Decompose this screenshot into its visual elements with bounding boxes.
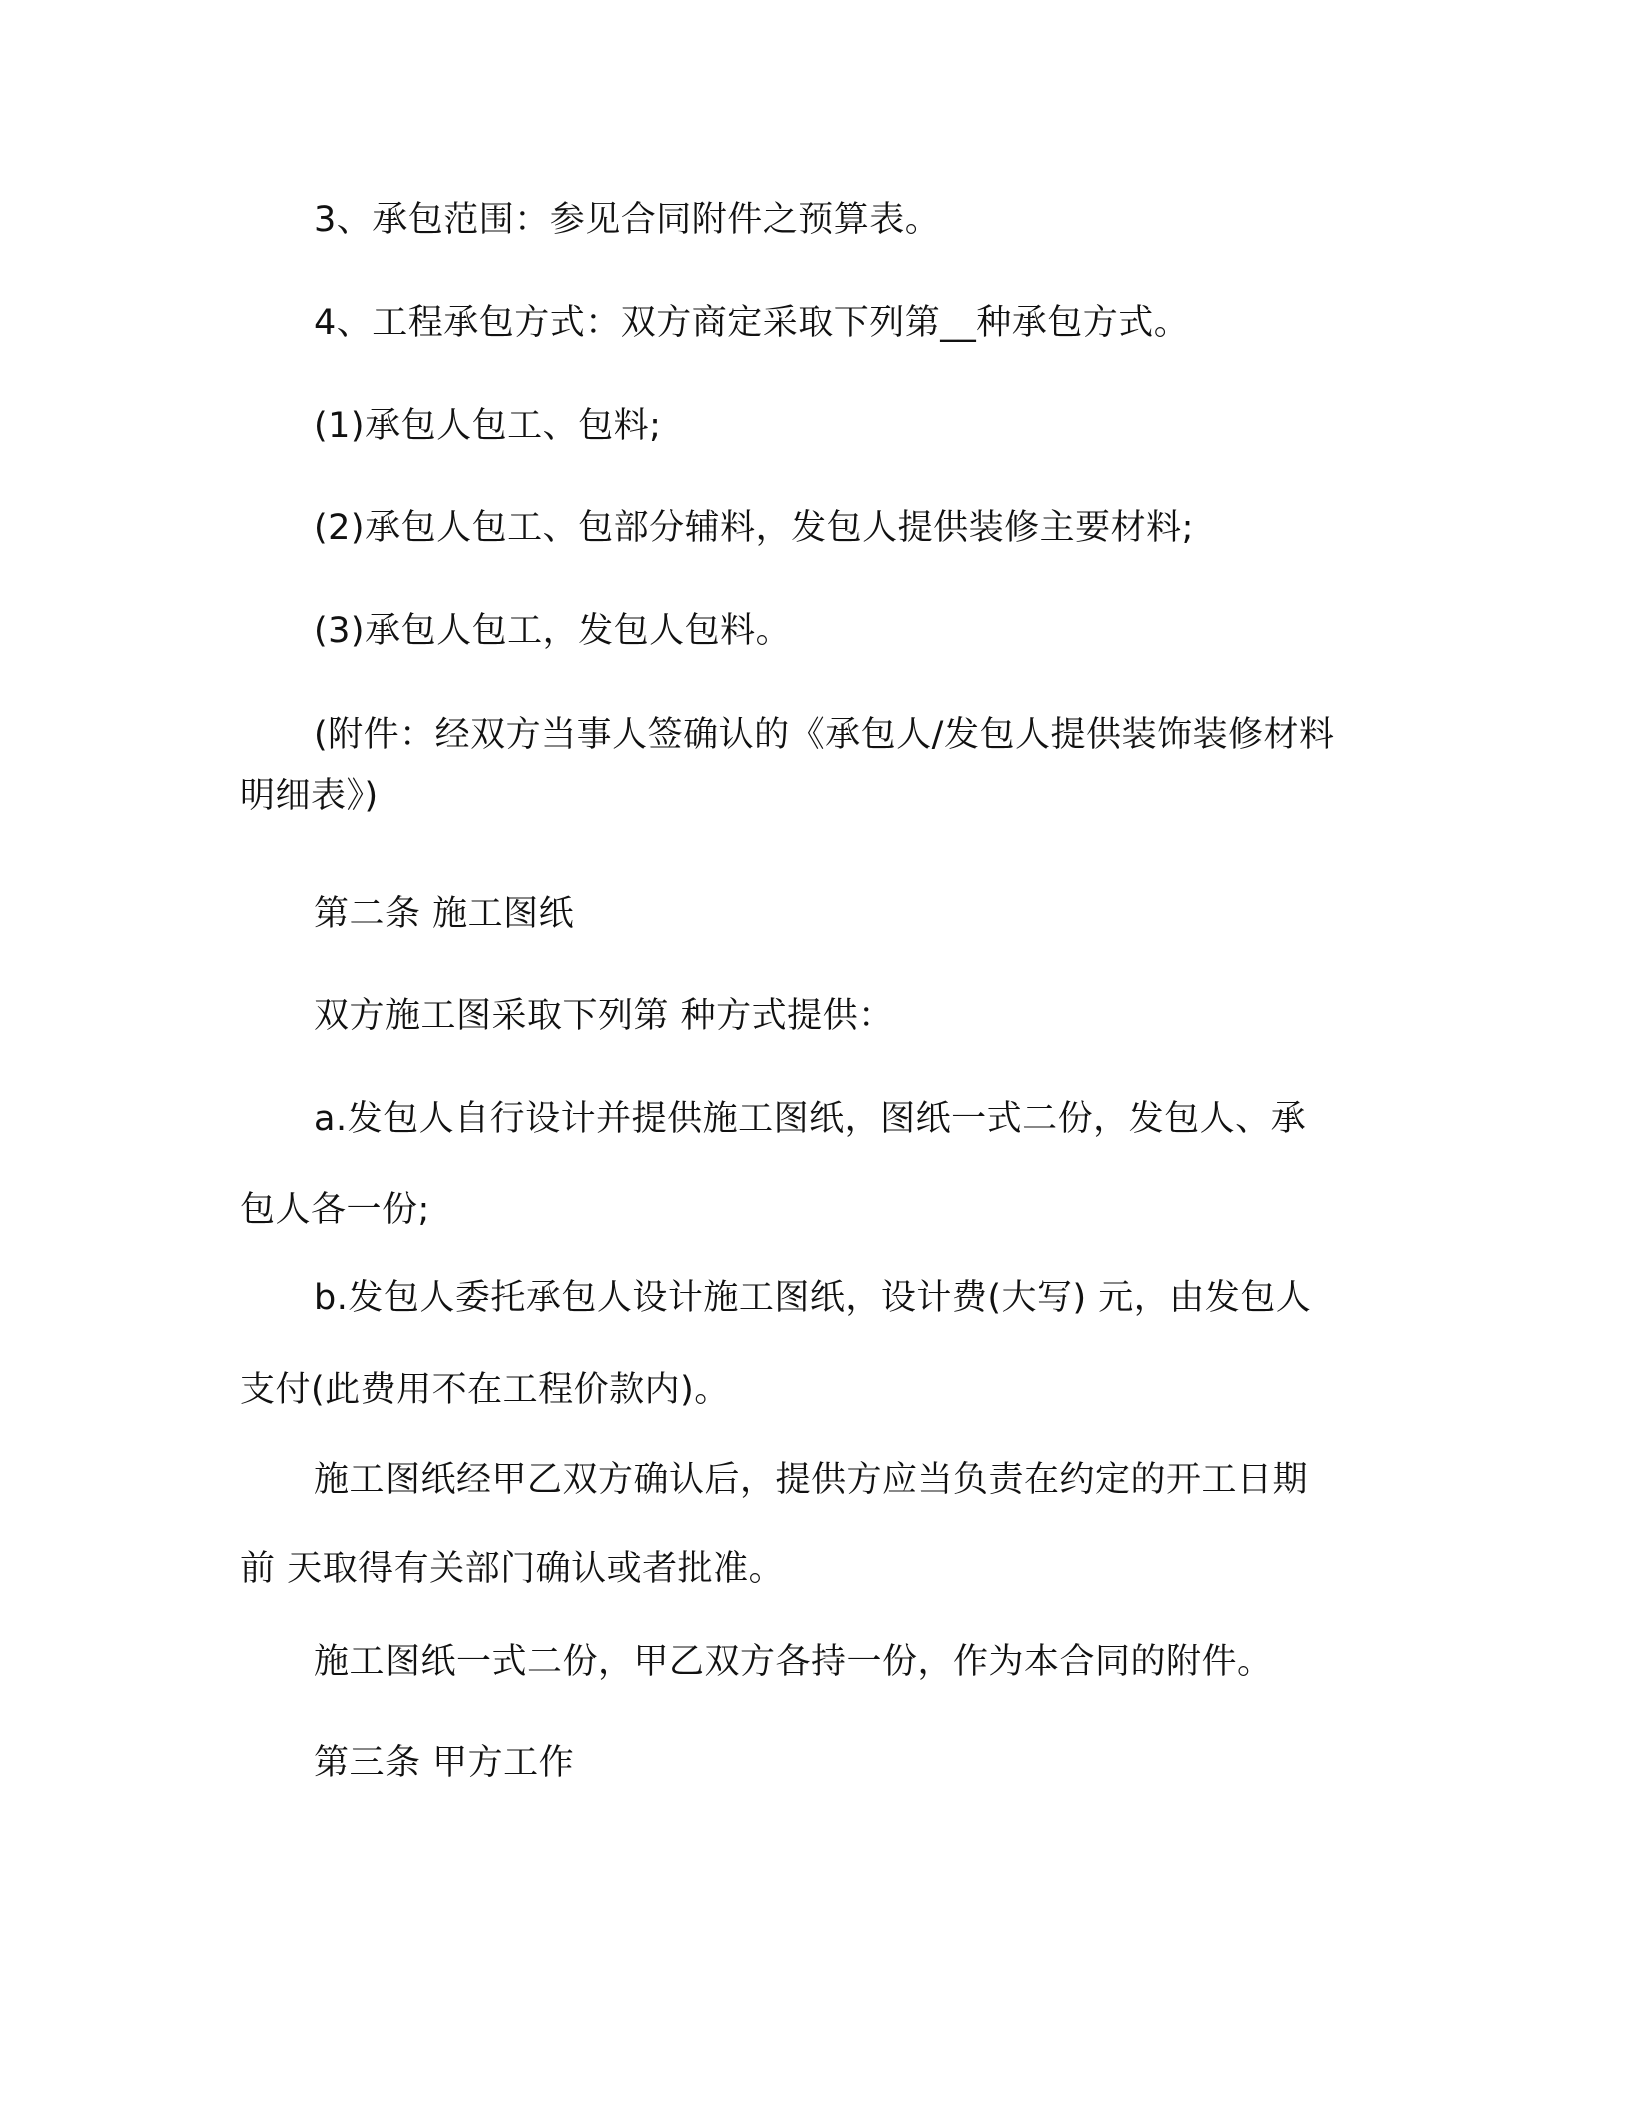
section-heading-party-a-work — [240, 1733, 1392, 1793]
paragraph-scope — [240, 190, 1392, 250]
paragraph-option-b — [240, 1268, 1392, 1420]
paragraph-option-a — [240, 1089, 1392, 1240]
text-line: 包人各一份; — [240, 1190, 430, 1230]
text-line: 双方施工图采取下列第 种方式提供： — [314, 996, 894, 1036]
text-line: (2)承包人包工、包部分辅料，发包人提供装修主要材料; — [314, 508, 1194, 548]
text-line: b.发包人委托承包人设计施工图纸，设计费(大写) 元，由发包人 — [314, 1278, 1312, 1318]
section-heading-drawings — [240, 884, 1392, 944]
paragraph-drawing-copies — [240, 1632, 1392, 1692]
text-line: 明细表》) — [240, 776, 379, 816]
paragraph-option-1 — [240, 396, 1392, 456]
text-line: a.发包人自行设计并提供施工图纸，图纸一式二份，发包人、承 — [314, 1099, 1307, 1139]
text-line: 4、工程承包方式：双方商定采取下列第__种承包方式。 — [314, 303, 1190, 343]
text-line: 支付(此费用不在工程价款内)。 — [240, 1370, 730, 1410]
paragraph-attachment-note — [240, 705, 1392, 826]
text-line: (1)承包人包工、包料; — [314, 406, 662, 446]
text-line: 施工图纸经甲乙双方确认后，提供方应当负责在约定的开工日期 — [314, 1460, 1309, 1500]
text-line: 前 天取得有关部门确认或者批准。 — [240, 1549, 785, 1589]
text-line: 第二条 施工图纸 — [314, 894, 575, 934]
paragraph-contract-mode — [240, 293, 1392, 353]
text-line: 第三条 甲方工作 — [314, 1743, 575, 1783]
paragraph-drawing-approval — [240, 1450, 1392, 1599]
text-line: 3、承包范围：参见合同附件之预算表。 — [314, 200, 941, 240]
paragraph-drawing-method — [240, 986, 1392, 1046]
text-line: (附件：经双方当事人签确认的《承包人/发包人提供装饰装修材料 — [314, 715, 1335, 755]
paragraph-option-2 — [240, 498, 1392, 558]
text-line: (3)承包人包工，发包人包料。 — [314, 611, 792, 651]
text-line: 施工图纸一式二份，甲乙双方各持一份，作为本合同的附件。 — [314, 1642, 1273, 1682]
paragraph-option-3 — [240, 601, 1392, 661]
